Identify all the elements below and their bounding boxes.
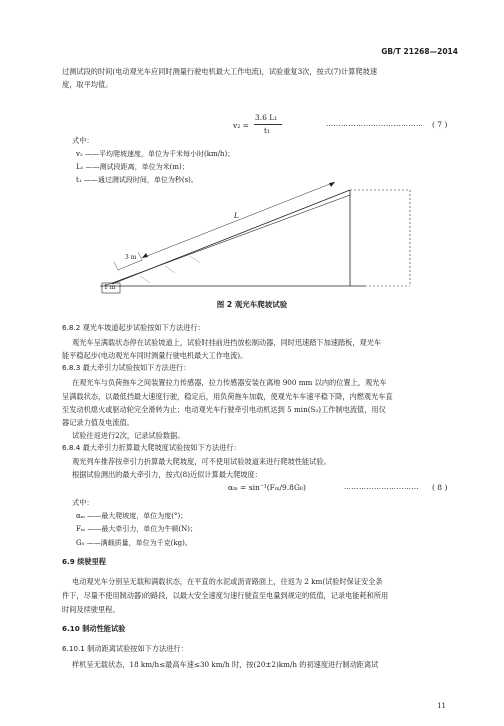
label-L: L — [234, 212, 239, 220]
dimension-3m-line — [118, 260, 142, 270]
section-6-8-3-title: 6.8.3 最大牵引力试验按如下方法进行： — [62, 363, 191, 372]
intro-line: 度，取平均值。 — [62, 80, 113, 89]
definition-G0: G₀ ——满载质量，单位为千克(kg)。 — [76, 539, 192, 547]
dimension-L-line — [142, 182, 335, 258]
body-line: 电动观光车分别呈无载和满载状态，在平直的水泥或沥青路面上，往返为 2 km(试验时保证安全条 — [72, 577, 383, 586]
where-label: 式中： — [72, 136, 94, 145]
formula8-dots: ………………………… — [344, 483, 419, 491]
body-line: 呈满载状态，以最低挡最大速度行驶，稳定后，用负荷拖车加载，使观光车车速平稳下降，内燃观光车直 — [62, 392, 393, 401]
definition-F-m: Fₘ ——最大牵引力，单位为牛顿(N)； — [76, 525, 197, 533]
label-3m: 3 m — [125, 254, 137, 261]
definition-alpha-m: αₘ ——最大爬坡度，单位为度(°)； — [76, 512, 188, 520]
body-line: 时间及续驶里程。 — [62, 605, 120, 614]
page-number: 11 — [437, 702, 446, 710]
dimension-L-arrow — [329, 182, 335, 187]
formula8-number: ( 8 ) — [432, 483, 448, 492]
section-6-8-2-title: 6.8.2 观光车坡道起步试验按如下方法进行： — [62, 323, 205, 332]
body-line: 根据试验测出的最大牵引力，按式(8)近似计算最大爬坡度： — [72, 470, 262, 479]
slope-edge — [104, 195, 350, 286]
definition-t1: t₁ ——通过测试段时间，单位为秒(s)。 — [76, 176, 198, 184]
section-6-10-title: 6.10 制动性能试验 — [62, 624, 126, 633]
label-1m: 1 m — [104, 284, 116, 291]
section-6-8-4-title: 6.8.4 最大牵引力折算最大爬坡度试验按如下方法进行： — [62, 443, 241, 452]
formula7-lhs: v₂ = — [233, 121, 249, 130]
section-6-10-1-title: 6.10.1 制动距离试验按如下方法进行： — [62, 644, 188, 653]
standard-code: GB/T 21268—2014 — [381, 47, 458, 56]
formula7-numerator: 3.6 L₁ — [255, 113, 278, 122]
body-line: 件下，尽量不使用制动器)的路段，以最大安全速度匀速行驶直至电量到规定的低值，记录电能耗和所用 — [62, 591, 389, 600]
body-line: 能平稳起步(电动观光车同时测量行驶电机最大工作电流)。 — [62, 351, 248, 360]
body-line: 试验往返进行2次，记录试验数据。 — [72, 431, 185, 440]
formula7-dots: ………………………………… — [326, 120, 424, 128]
section-6-9-title: 6.9 续驶里程 — [62, 557, 106, 566]
formula8: αₘ = sin⁻¹(Fₘ/9.8G₀) — [228, 483, 306, 492]
figure-caption: 图 2 观光车爬坡试验 — [216, 300, 288, 309]
formula7-denominator: t₁ — [264, 126, 271, 135]
formula7-number: ( 7 ) — [432, 120, 448, 129]
body-line: 器记录力值及电流值。 — [62, 418, 134, 427]
body-line: 观光列车推荐按牵引力折算最大爬坡度，可不使用试验坡道来进行爬坡性能试验。 — [72, 457, 331, 466]
definition-L1: L₁ ——测试段距离，单位为米(m)； — [76, 163, 189, 171]
body-line: 样机呈无载状态，18 km/h≤最高车速≤30 km/h 时，按(20±2)km/h 的初速度进行制动距离试 — [72, 660, 379, 669]
body-line: 至发动机熄火或驱动轮完全滑转为止；电动观光车行驶牵引电动机达到 5 min(S₂)工作制电流值，用仪 — [62, 405, 386, 414]
body-line: 观光车呈满载状态停在试验坡道上，试验时挂前进挡放松制动器，同时迅速踏下加速踏板，观光车 — [72, 338, 382, 347]
dimension-L-arrow — [142, 253, 148, 258]
definition-v2: v₂ ——平均爬坡速度，单位为千米每小时(km/h)； — [76, 150, 235, 158]
where-label: 式中： — [72, 498, 94, 507]
intro-line: 过测试段的时间(电动观光车应同时测量行驶电机最大工作电流)，试验重复3次，按式(7)计算爬坡速 — [62, 67, 378, 76]
body-line: 在观光车与负荷拖车之间装置拉力传感器，拉力传感器安装在离地 900 mm 以内的位置上，观光车 — [72, 378, 387, 387]
